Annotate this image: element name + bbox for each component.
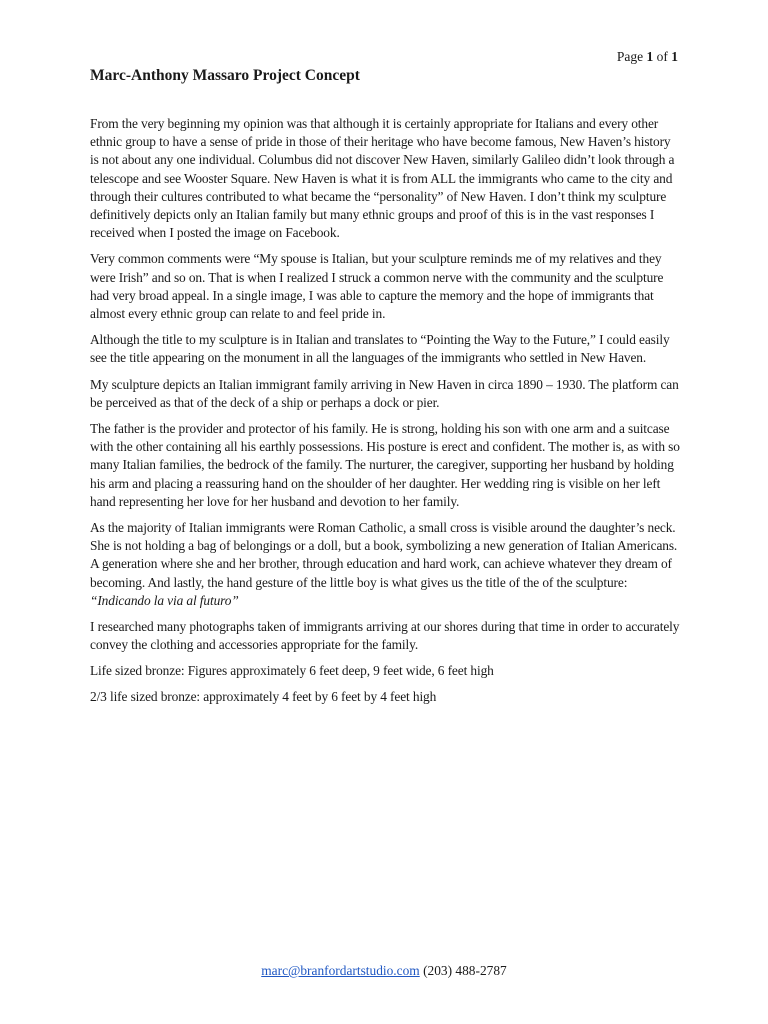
paragraph-daughter-son-text: As the majority of Italian immigrants were Roman Catholic, a small cross is visible around the daughter’s neck. She is not holding a bag of belongings or a doll, but a book, symbolizing a new generation of Italian Americans. A generation where she and her brother, through education and hard work, can achieve whatever they dream of becoming. And lastly, the hand gesture of the little boy is what gives us the title of the of the sculpture: xyxy=(90,520,678,590)
sculpture-title-italic: “Indicando la via al futuro” xyxy=(90,592,239,608)
document-title: Marc-Anthony Massaro Project Concept xyxy=(90,67,360,84)
paragraph-intro: From the very beginning my opinion was that although it is certainly appropriate for Italians and every other ethnic group to have a sense of pride in those of their heritage who have become famous, New Haven’s history is not about any one individual. Columbus did not discover New Haven, similarly Galileo didn’t look through a telescope and see Wooster Square. New Haven is what it is from ALL the immigrants who came to the city and through their cultures contributed to what became the “personality” of New Haven. I don’t think my sculpture definitively depicts only an Italian family but many ethnic groups and proof of this is in the vast responses I received when I posted the image on Facebook. xyxy=(90,116,675,241)
paragraph-title-translation: Although the title to my sculpture is in Italian and translates to “Pointing the Way to the Future,” I could easily see the title appearing on the monument in all the languages of the immigrants who settled in New Haven. xyxy=(90,332,670,366)
page-current: 1 xyxy=(646,49,654,64)
paragraph-comments: Very common comments were “My spouse is Italian, but your sculpture reminds me of my relatives and they were Irish” and so on. That is when I realized I struck a common nerve with the community and the sculpture had very broad appeal. In a single image, I was able to capture the memory and the hope of immigrants that almost every ethnic group can relate to and feel pride in. xyxy=(90,251,664,322)
paragraph-depiction: My sculpture depicts an Italian immigrant family arriving in New Haven in circa 1890 – 1930. The platform can be perceived as that of the deck of a ship or perhaps a dock or pier. xyxy=(90,376,679,410)
footer-contact xyxy=(0,962,768,979)
paragraph-daughter-son xyxy=(90,519,682,610)
email-link[interactable]: marc@branfordartstudio.com xyxy=(261,963,420,978)
document-body xyxy=(90,115,682,713)
page-total: 1 xyxy=(671,49,678,64)
paragraph-father-mother: The father is the provider and protector of his family. He is strong, holding his son with one arm and a suitcase with the other containing all his earthly possessions. His posture is erect and confident. The mother is, as with so many Italian families, the bedrock of the family. The nurturer, the caregiver, supporting her husband by holding his arm and placing a reassuring hand on the shoulder of her daughter. Her wedding ring is visible on her left hand representing her love for her husband and devotion to her family. xyxy=(90,421,680,509)
page-number xyxy=(617,48,678,65)
spec-two-thirds: 2/3 life sized bronze: approximately 4 feet by 6 feet by 4 feet high xyxy=(90,688,437,704)
page-of: of xyxy=(656,49,668,64)
phone-number: (203) 488-2787 xyxy=(419,963,507,978)
paragraph-research: I researched many photographs taken of immigrants arriving at our shores during that time in order to accurately convey the clothing and accessories appropriate for the family. xyxy=(90,619,680,653)
page-label: Page xyxy=(616,49,644,64)
spec-life-sized: Life sized bronze: Figures approximately 6 feet deep, 9 feet wide, 6 feet high xyxy=(90,663,494,679)
